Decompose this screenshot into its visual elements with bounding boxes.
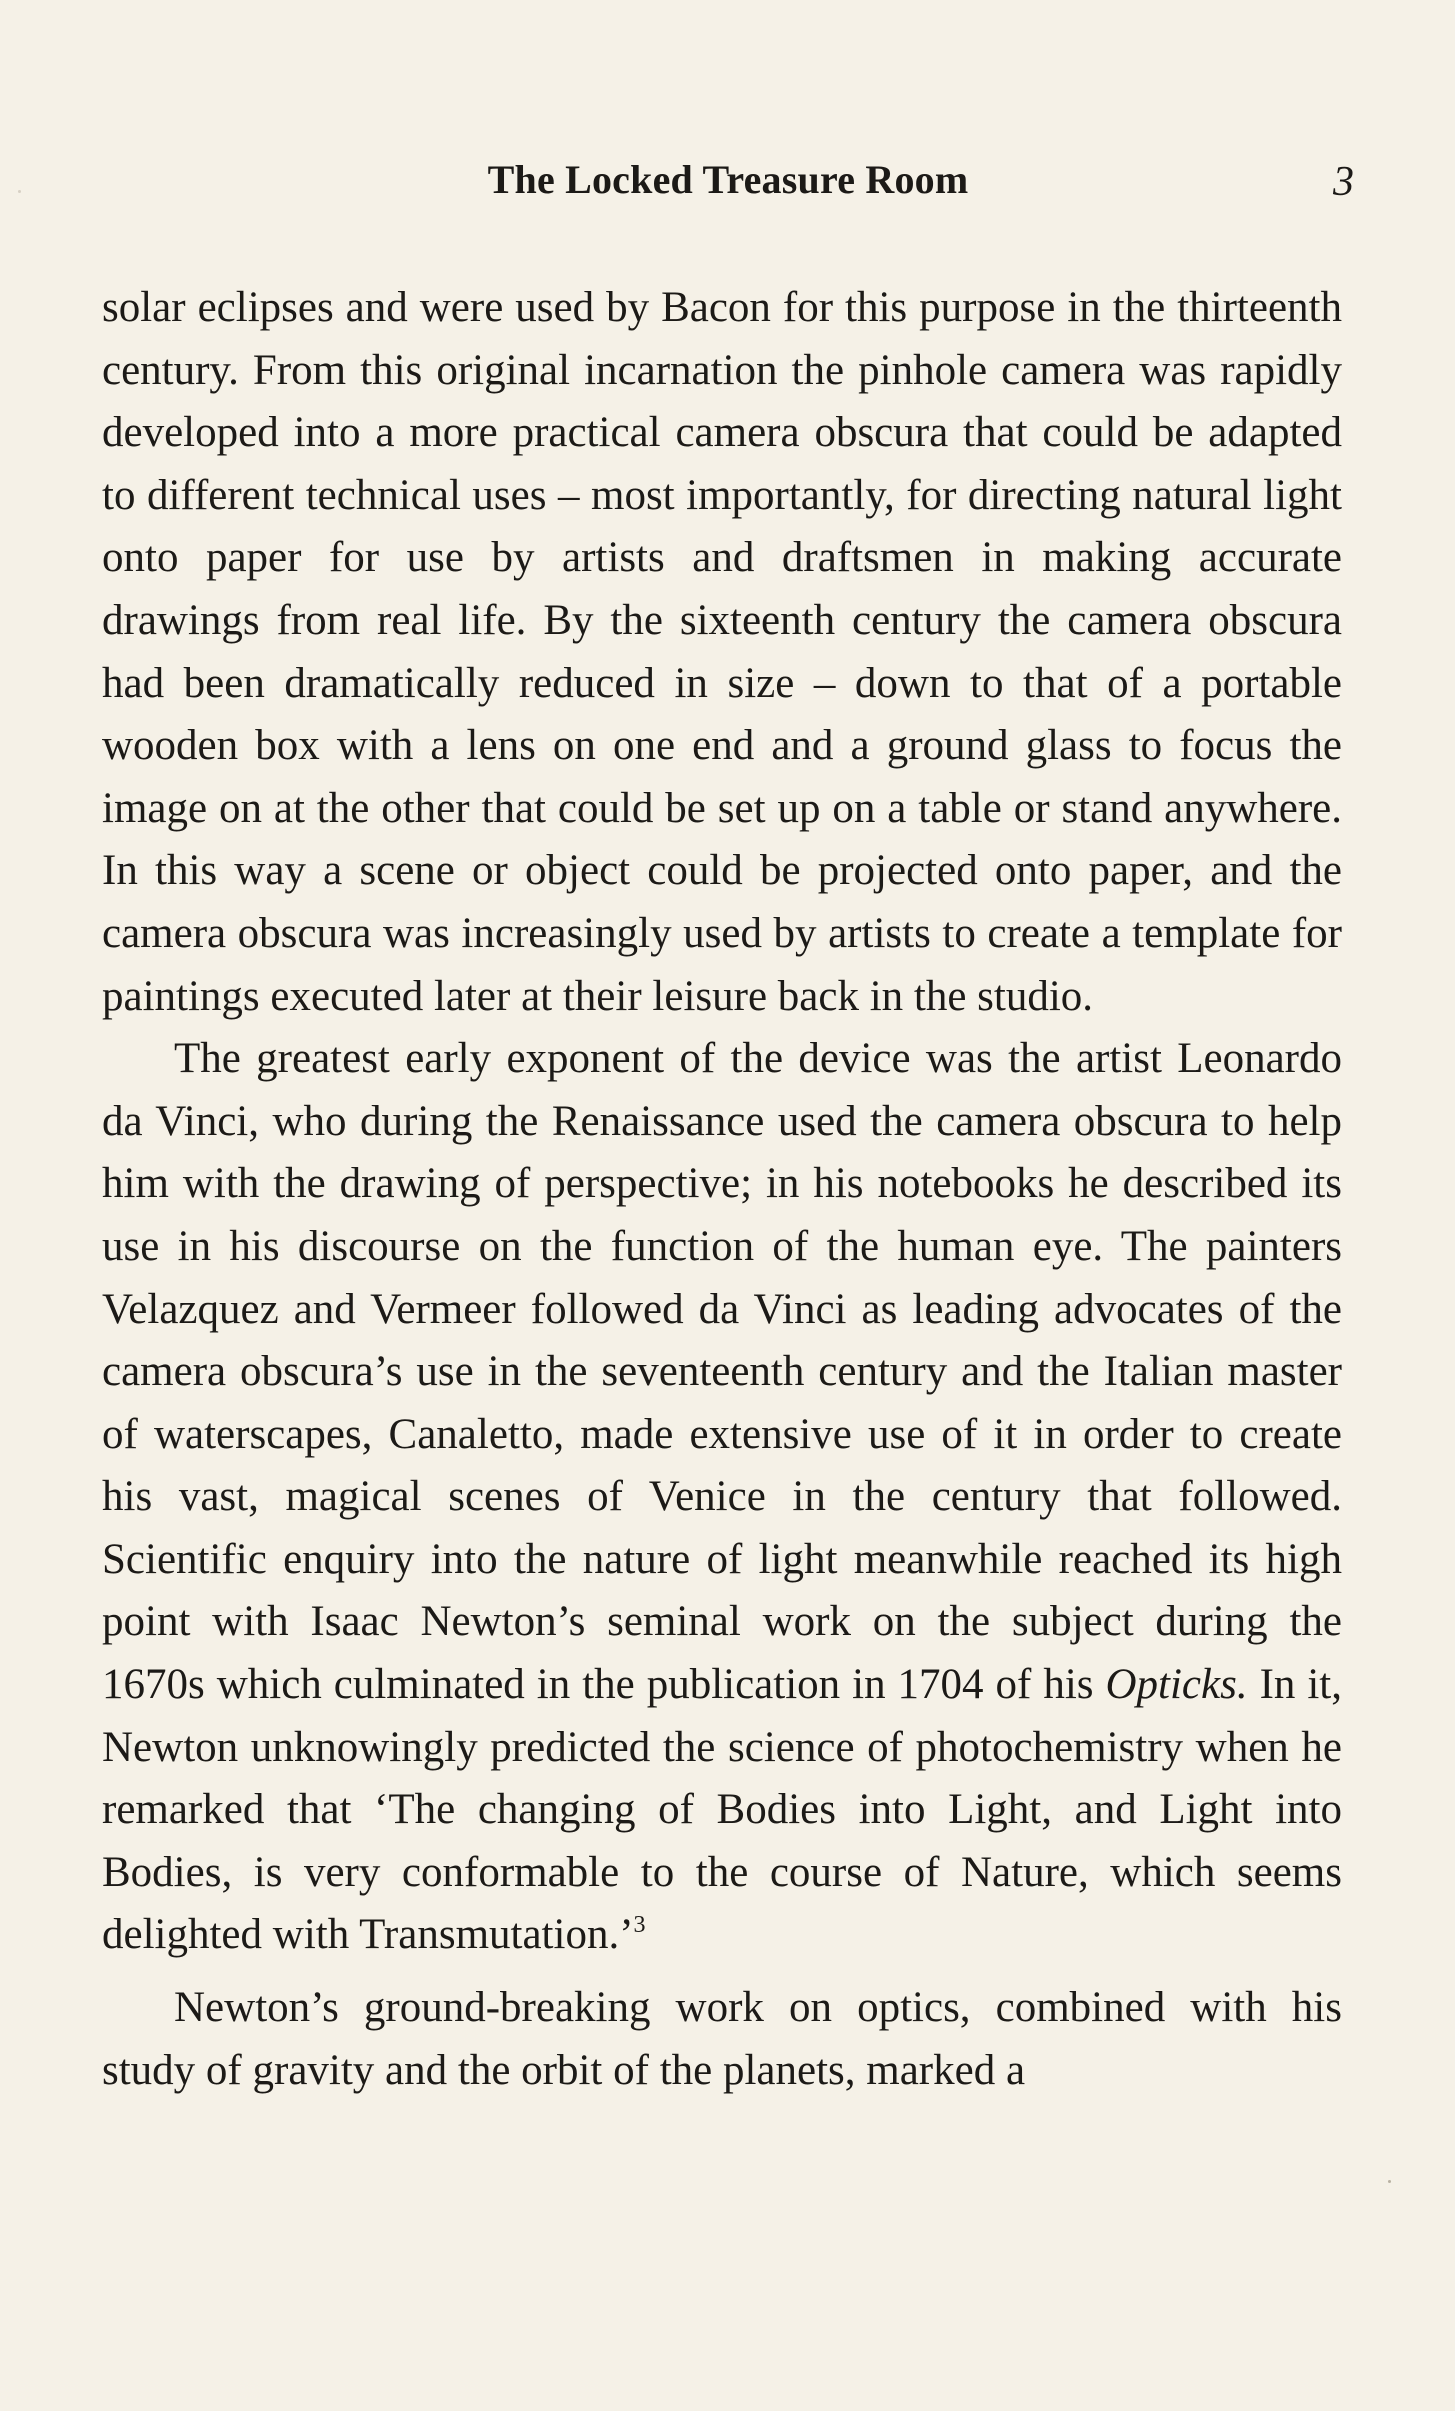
paragraph-2-text-start: The greatest early exponent of the device was the artist Leonardo da Vinci, who during the Renaissance used the camera obscura to help him with the drawing of perspective; in his notebooks he described its use in his discourse on the function of the human eye. The painters Velazquez and Vermeer followed da Vinci as leading advocates of the camera obscura’s use in the seventeenth century and the Italian master of waterscapes, Canaletto, made extensive use of it in order to create his vast, magical scenes of Venice in the century that followed. Scientific enquiry into the nature of light meanwhile reached its high point with Isaac Newton’s seminal work on the subject during the 1670s which culminated in the publication in 1704 of his bbox=[102, 1035, 1342, 1709]
book-title: Opticks. bbox=[1105, 1661, 1248, 1709]
page-header bbox=[102, 150, 1354, 210]
paragraph-2-text-end: In it, Newton unknowingly predicted the science of photochemistry when he remarked that ‘The changing of Bodies into Light, and Light into Bodies, is very conformable to the course of Nature, which seems delighted with Transmutation.’ bbox=[102, 1661, 1343, 1959]
paper-speck bbox=[1388, 2180, 1391, 2183]
paragraph-1: solar eclipses and were used by Bacon for this purpose in the thirteenth century. From this original incarnation the pinhole camera was rapidly developed into a more practical camera obscura that could be adapted to different technical uses – most importantly, for directing natural light onto paper for use by artists and draftsmen in making accurate drawings from real life. By the sixteenth century the camera obscura had been dramatically reduced in size – down to that of a portable wooden box with a lens on one end and a ground glass to focus the image on at the other that could be set up on a table or stand anywhere. In this way a scene or object could be projected onto paper, and the camera obscura was increasingly used by artists to create a template for paintings executed later at their leisure back in the studio. bbox=[102, 284, 1342, 1020]
paragraph-2 bbox=[102, 1028, 1342, 1967]
page-number: 3 bbox=[1333, 159, 1354, 205]
paragraph-3: Newton’s ground-breaking work on optics, combined with his study of gravity and the orbit of the planets, marked a bbox=[102, 1984, 1342, 2094]
body-text bbox=[102, 277, 1342, 2102]
footnote-reference: 3 bbox=[633, 1912, 646, 1939]
paper-speck bbox=[18, 190, 21, 193]
running-head: The Locked Treasure Room bbox=[487, 157, 969, 202]
